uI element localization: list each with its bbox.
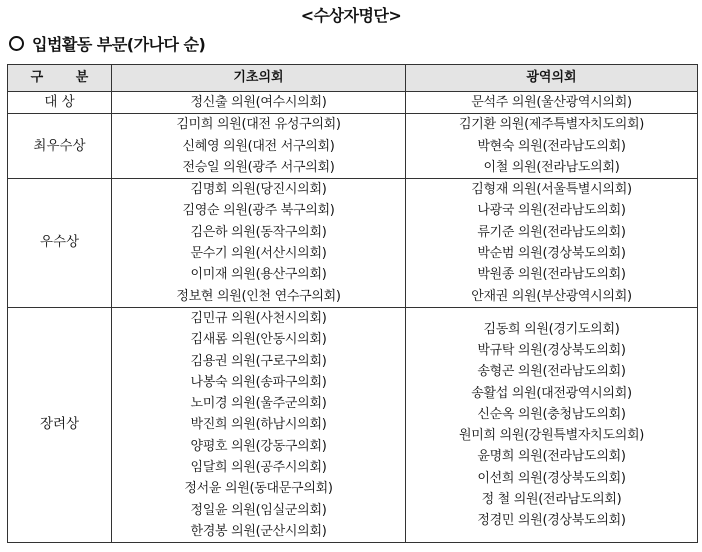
basic-council-awardee: 신혜영 의원(대전 서구의회) [182, 138, 335, 154]
row-grand-prize [8, 92, 698, 114]
metro-council-list [406, 307, 698, 542]
metro-council-awardee: 류기준 의원(전라남도의회) [477, 224, 626, 240]
metro-council-awardee: 윤명희 의원(전라남도의회) [477, 449, 626, 465]
awardee-table [7, 64, 698, 543]
header-category: 구 분 [8, 65, 112, 92]
metro-council-awardee: 박원종 의원(전라남도의회) [477, 267, 626, 283]
row-excellence-prize [8, 179, 698, 308]
basic-council-awardee: 전승일 의원(광주 서구의회) [182, 159, 335, 175]
header-metro-council: 광역의회 [406, 65, 698, 92]
metro-council-awardee: 박순범 의원(경상북도의회) [477, 246, 626, 262]
basic-council-awardee: 김새롬 의원(안동시의회) [190, 332, 327, 348]
basic-council-awardee: 양평호 의원(강동구의회) [190, 438, 327, 454]
basic-council-awardee: 정보현 의원(인천 연수구의회) [176, 288, 341, 304]
metro-council-list [406, 114, 698, 179]
header-basic-council: 기초의회 [112, 65, 406, 92]
basic-council-awardee: 김영순 의원(광주 북구의회) [182, 203, 335, 219]
metro-council-awardee: 이선희 의원(경상북도의회) [477, 470, 626, 486]
circle-bullet-icon [9, 36, 24, 51]
basic-council-awardee: 임달희 의원(공주시의회) [190, 460, 327, 476]
basic-council-awardee: 김은하 의원(동작구의회) [190, 224, 327, 240]
basic-council-awardee: 김민규 의원(사천시의회) [190, 310, 327, 326]
basic-council-awardee: 정신출 의원(여수시의회) [190, 95, 327, 110]
award-category: 최우수상 [8, 114, 112, 179]
metro-council-list [406, 92, 698, 114]
basic-council-list [112, 114, 406, 179]
table-header-row [8, 65, 698, 92]
basic-council-awardee: 한경봉 의원(군산시의회) [190, 523, 327, 539]
row-encouragement-prize [8, 307, 698, 542]
metro-council-awardee: 박현숙 의원(전라남도의회) [477, 138, 626, 154]
basic-council-list [112, 307, 406, 542]
metro-council-awardee: 나광국 의원(전라남도의회) [477, 203, 626, 219]
basic-council-awardee: 문수기 의원(서산시의회) [190, 246, 327, 262]
basic-council-awardee: 김명회 의원(당진시의회) [190, 182, 327, 198]
metro-council-awardee: 송형곤 의원(전라남도의회) [477, 364, 626, 380]
page-title: <수상자명단> [300, 6, 402, 25]
basic-council-list [112, 179, 406, 308]
metro-council-awardee: 안재권 의원(부산광역시의회) [471, 288, 632, 304]
metro-council-awardee: 문석주 의원(울산광역시의회) [471, 95, 632, 110]
metro-council-awardee: 이철 의원(전라남도의회) [483, 159, 620, 175]
metro-council-list [406, 179, 698, 308]
metro-council-awardee: 송활섭 의원(대전광역시의회) [471, 385, 632, 401]
metro-council-awardee: 정경민 의원(경상북도의회) [477, 513, 626, 529]
award-category: 장려상 [8, 307, 112, 542]
basic-council-awardee: 김용권 의원(구로구의회) [190, 353, 327, 369]
metro-council-awardee: 김형재 의원(서울특별시의회) [471, 182, 632, 198]
section-title: 입법활동 부문(가나다 순) [32, 35, 206, 54]
metro-council-awardee: 김동희 의원(경기도의회) [483, 321, 620, 337]
basic-council-awardee: 김미희 의원(대전 유성구의회) [176, 117, 341, 133]
metro-council-awardee: 원미희 의원(강원특별자치도의회) [459, 428, 644, 444]
row-top-prize [8, 114, 698, 179]
metro-council-awardee: 박규탁 의원(경상북도의회) [477, 342, 626, 358]
basic-council-awardee: 정일윤 의원(임실군의회) [190, 502, 327, 518]
basic-council-list [112, 92, 406, 114]
table-body [8, 92, 698, 543]
basic-council-awardee: 이미재 의원(용산구의회) [190, 267, 327, 283]
section-heading [9, 32, 205, 55]
metro-council-awardee: 정 철 의원(전라남도의회) [481, 491, 622, 507]
basic-council-awardee: 박진희 의원(하남시의회) [190, 417, 327, 433]
metro-council-awardee: 신순옥 의원(충청남도의회) [477, 406, 626, 422]
metro-council-awardee: 김기환 의원(제주특별자치도의회) [459, 117, 644, 133]
award-category: 대 상 [8, 92, 112, 114]
basic-council-awardee: 정서윤 의원(동대문구의회) [184, 481, 333, 497]
basic-council-awardee: 나봉숙 의원(송파구의회) [190, 374, 327, 390]
basic-council-awardee: 노미경 의원(울주군의회) [190, 396, 327, 412]
award-category: 우수상 [8, 179, 112, 308]
